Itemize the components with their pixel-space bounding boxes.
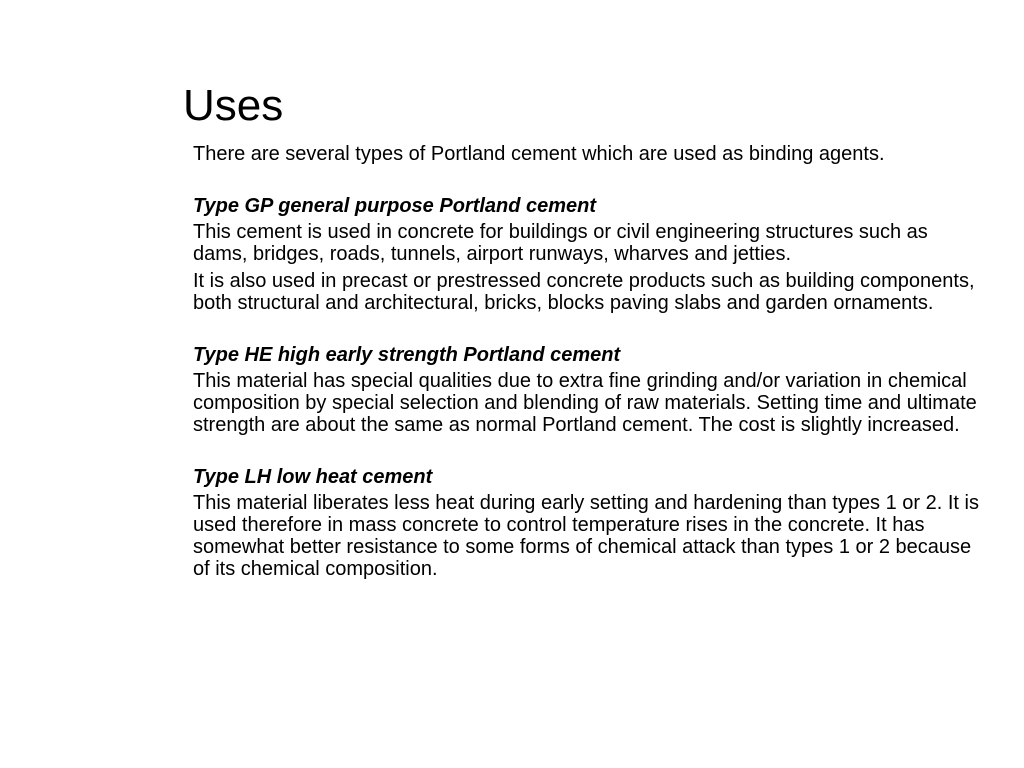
section-gp-paragraph-1: This cement is used in concrete for buildings or civil engineering structures such as dams, bridges, roads, tunnels, airport runways, wharves and jetties. [193, 221, 928, 265]
section-lh-paragraph-1: This material liberates less heat during early setting and hardening than types 1 or 2. It is used therefore in mass concrete to control temperature rises in the concrete. It has somewhat better resistance to some forms of chemical attack than types 1 or 2 because of its chemical composition. [193, 492, 979, 580]
slide-title: Uses [183, 81, 284, 130]
section-heading-gp: Type GP general purpose Portland cement [193, 195, 597, 217]
intro-paragraph: There are several types of Portland cement which are used as binding agents. [193, 143, 885, 165]
slide-body [193, 143, 983, 580]
section-he-paragraph-1: This material has special qualities due to extra fine grinding and/or variation in chemical composition by special selection and blending of raw materials. Setting time and ultimate strength are about the same as normal Portland cement. The cost is slightly increased. [193, 370, 977, 436]
section-heading-lh: Type LH low heat cement [193, 466, 433, 488]
section-heading-he: Type HE high early strength Portland cement [193, 344, 621, 366]
section-gp-paragraph-2: It is also used in precast or prestressed concrete products such as building components, both structural and architectural, bricks, blocks paving slabs and garden ornaments. [193, 270, 975, 314]
